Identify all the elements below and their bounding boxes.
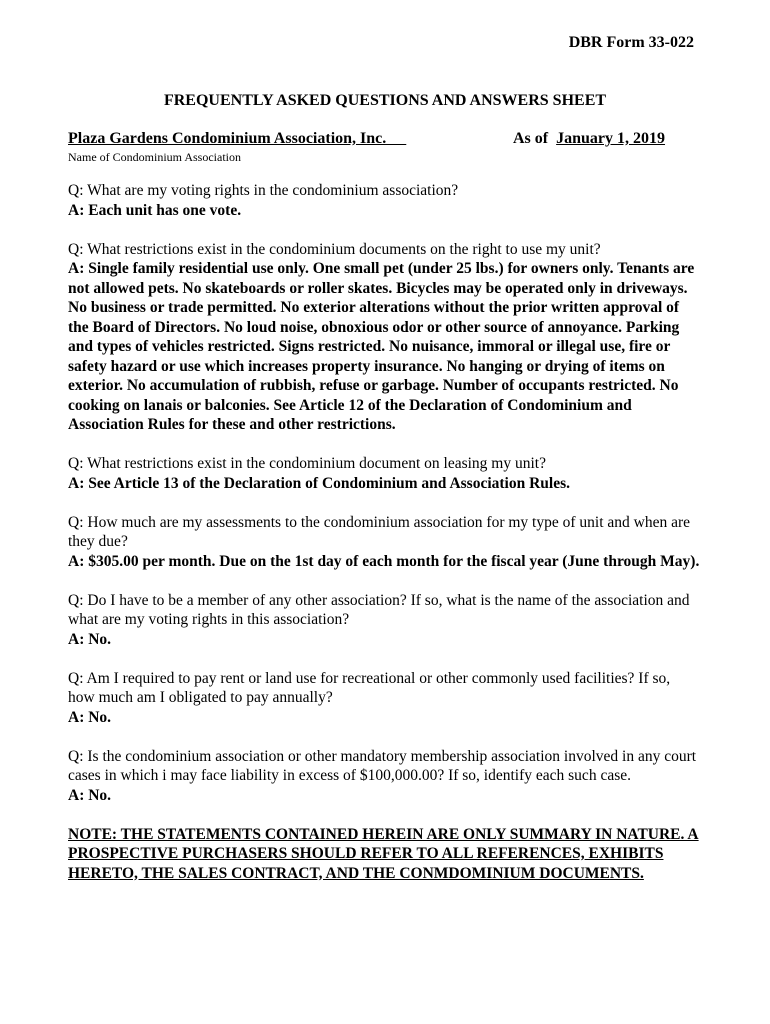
answer: A: Single family residential use only. One small pet (under 25 lbs.) for owners only. Tenants are not allowed pets. No skateboards or roller skates. Bicycles may be operated only in driveways. No business or trade permitted. No exterior alterations without the prior written approval of the Board of Directors. No loud noise, obnoxious odor or other source of annoyance. Parking and types of vehicles restricted. Signs restricted. No nuisance, immoral or illegal use, fire or safety hazard or use which increases property insurance. No hanging or drying of items on exterior. No accumulation of rubbish, refuse or garbage. Number of occupants restricted. No cooking on lanais or balconies. See Article 12 of the Declaration of Condominium and Association Rules for these and other restrictions. (68, 260, 695, 433)
answer: A: No. (68, 630, 112, 648)
qa-item-rent-land-use (68, 669, 700, 728)
question: Q: How much are my assessments to the condominium association for my type of unit and when are they due? (68, 513, 691, 550)
question: Q: Am I required to pay rent or land use for recreational or other commonly used facilities? If so, how much am I obligated to pay annually? (68, 669, 671, 706)
answer: A: See Article 13 of the Declaration of Condominium and Association Rules. (68, 474, 571, 492)
document-title: FREQUENTLY ASKED QUESTIONS AND ANSWERS SHEET (163, 92, 607, 109)
question: Q: What restrictions exist in the condominium documents on the right to use my unit? (68, 240, 601, 258)
association-name-label: Name of Condominium Association (68, 150, 241, 164)
summary-note: NOTE: THE STATEMENTS CONTAINED HEREIN ARE ONLY SUMMARY IN NATURE. A PROSPECTIVE PURCHASERS SHOULD REFER TO ALL REFERENCES, EXHIBITS HERETO, THE SALES CONTRACT, AND THE CONMDOMINIUM DOCUMENTS. (68, 825, 699, 882)
question: Q: What restrictions exist in the condominium document on leasing my unit? (68, 455, 546, 472)
as-of-block (513, 130, 665, 148)
as-of-label: As of (513, 130, 557, 147)
qa-item-court-cases (68, 747, 700, 806)
question: Q: What are my voting rights in the condominium association? (68, 182, 459, 199)
faq-content (68, 181, 700, 883)
answer: A: No. (68, 786, 112, 804)
as-of-date: January 1, 2019 (556, 130, 666, 147)
qa-item-use-restrictions (68, 240, 700, 435)
answer: A: No. (68, 708, 112, 726)
question: Q: Do I have to be a member of any other association? If so, what is the name of the association and what are my voting rights in this association? (68, 591, 690, 628)
qa-item-assessments (68, 513, 700, 572)
association-block (68, 130, 406, 165)
qa-item-leasing-restrictions (68, 454, 700, 493)
association-name: Plaza Gardens Condominium Association, Inc. (68, 130, 407, 147)
qa-item-other-association (68, 591, 700, 650)
question: Q: Is the condominium association or other mandatory membership association involved in any court cases in which i may face liability in excess of $100,000.00? If so, identify each such case. (68, 747, 697, 784)
answer: A: $305.00 per month. Due on the 1st day of each month for the fiscal year (June through May). (68, 552, 700, 570)
form-number: DBR Form 33-022 (568, 34, 694, 51)
qa-item-voting-rights (68, 181, 700, 220)
answer: A: Each unit has one vote. (68, 201, 242, 219)
